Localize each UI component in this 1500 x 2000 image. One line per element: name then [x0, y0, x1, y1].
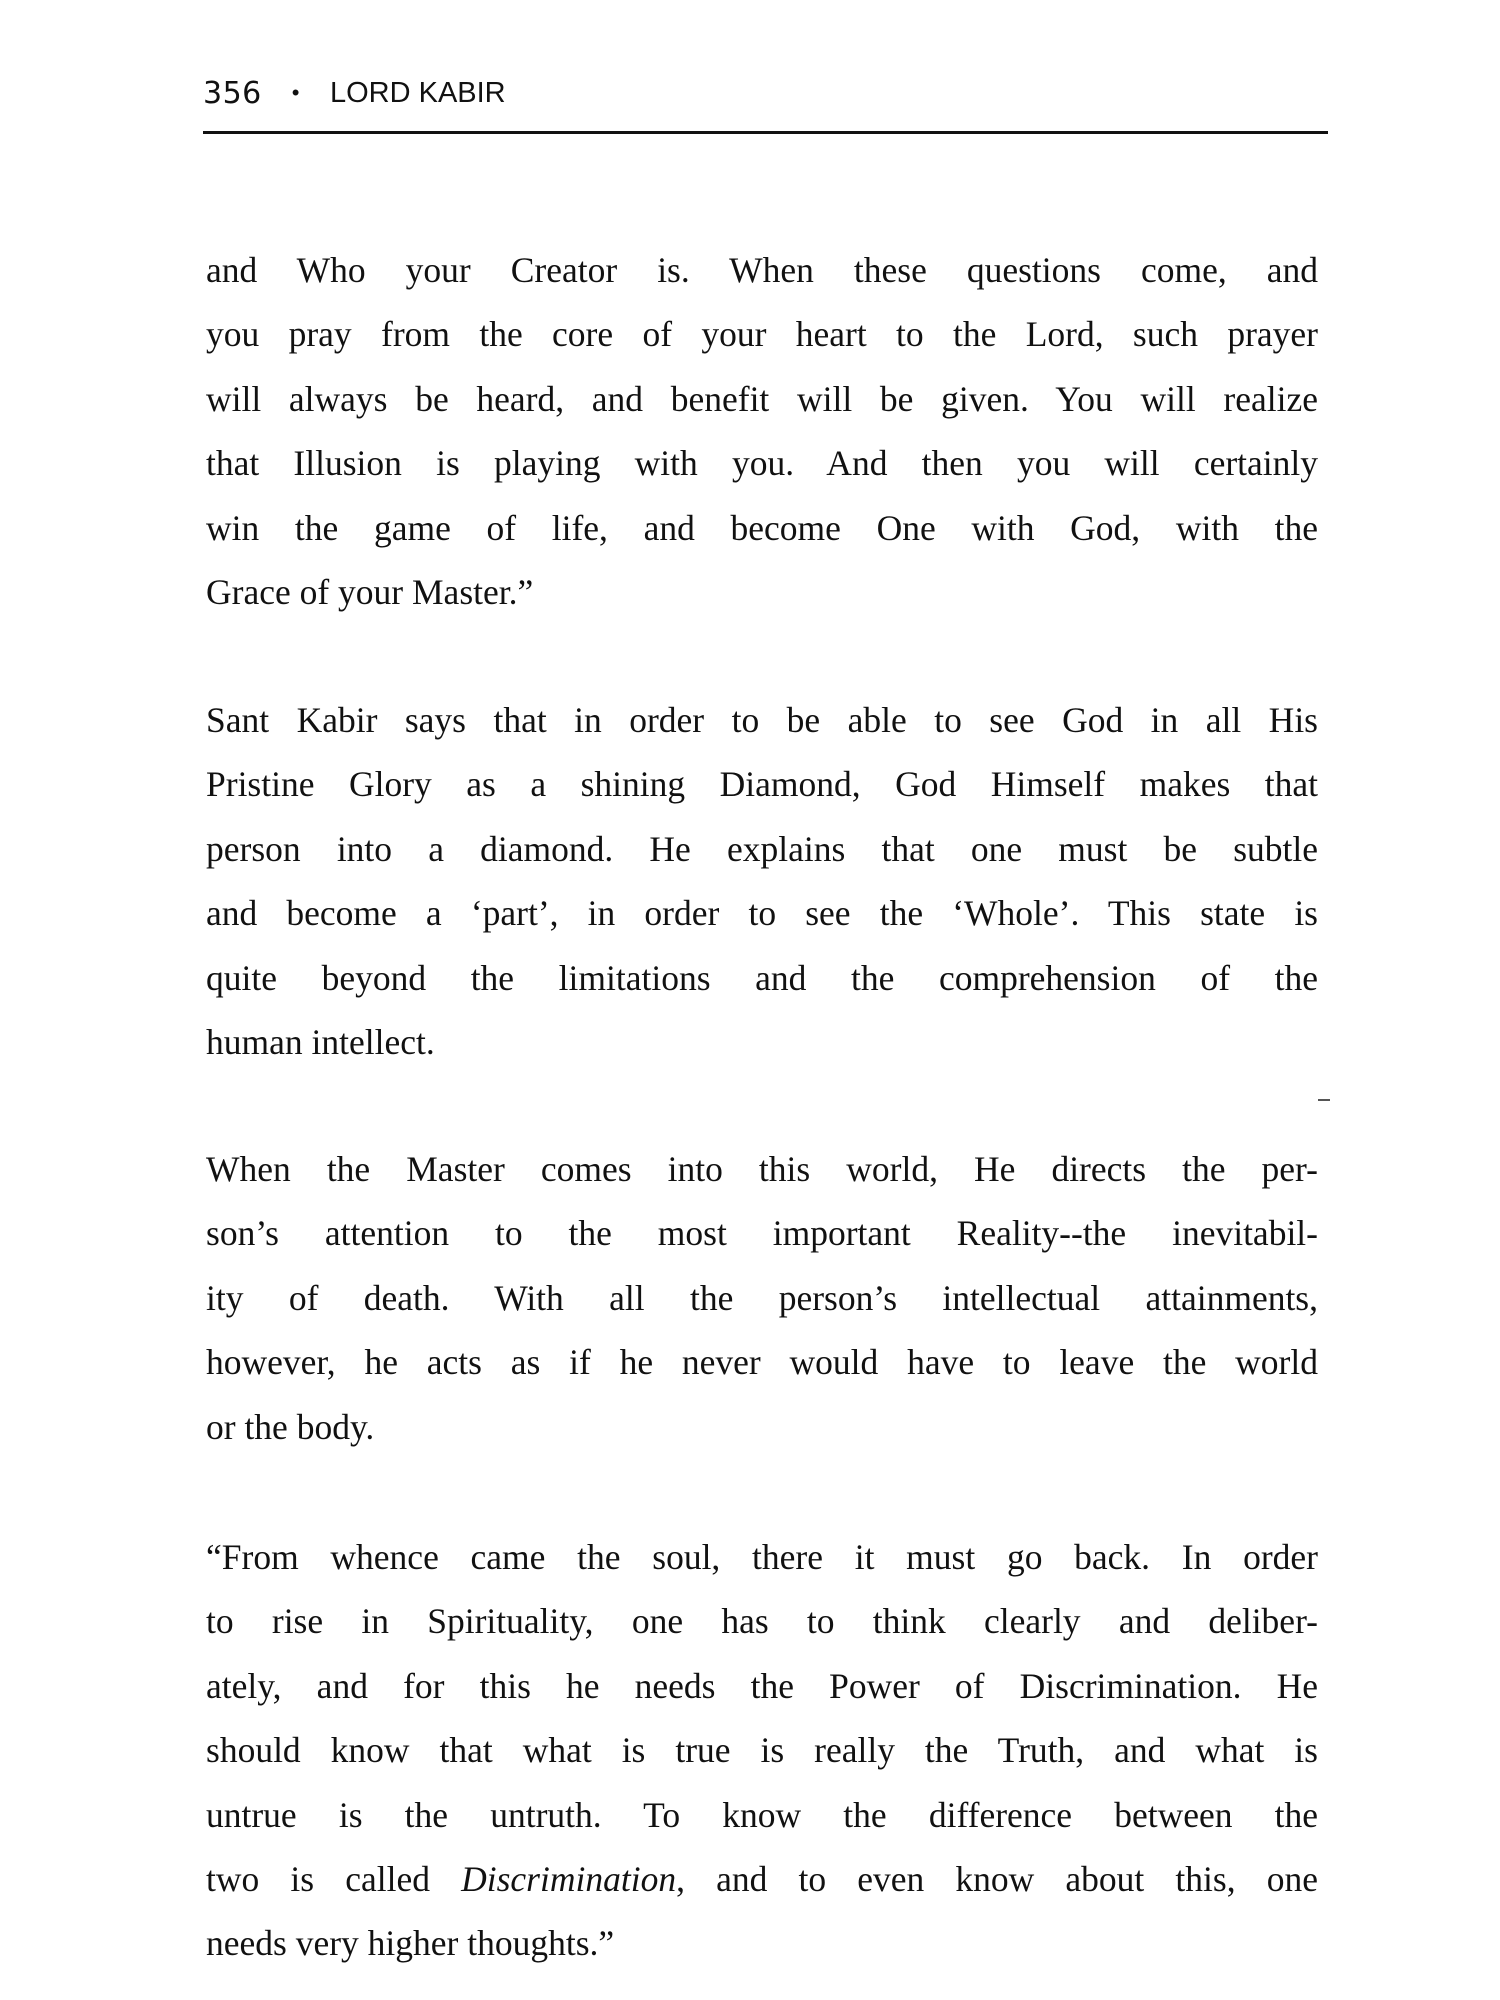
header-rule: [203, 131, 1328, 134]
text-line: needs very higher thoughts.”: [206, 1923, 615, 1964]
text-line: that Illusion is playing with you. And then you will certainly: [206, 443, 1318, 484]
text-line: you pray from the core of your heart to the Lord, such prayer: [206, 314, 1318, 355]
text-line: however, he acts as if he never would have to leave the world: [206, 1342, 1318, 1383]
text-line: and become a ‘part’, in order to see the ‘Whole’. This state is: [206, 893, 1318, 934]
text-run: two is called: [206, 1859, 462, 1900]
text-line: Grace of your Master.”: [206, 572, 534, 613]
running-head: [203, 70, 506, 116]
paragraph-1: [206, 238, 1318, 624]
paragraph-2: [206, 688, 1318, 1074]
page-number: 356: [203, 75, 262, 111]
paragraph-4: [206, 1525, 1318, 1976]
text-line: “From whence came the soul, there it must go back. In order: [206, 1537, 1318, 1577]
text-line: human intellect.: [206, 1022, 435, 1063]
header-separator: •: [291, 80, 300, 105]
text-line: Pristine Glory as a shining Diamond, God Himself makes that: [206, 764, 1318, 805]
text-line: ately, and for this he needs the Power of Discrimination. He: [206, 1665, 1318, 1706]
text-line: ity of death. With all the person’s intellectual attainments,: [206, 1277, 1318, 1318]
emphasis-term: Discrimination: [461, 1859, 677, 1900]
text-line: son’s attention to the most important Reality--the inevitabil-: [206, 1213, 1318, 1254]
text-line: quite beyond the limitations and the comprehension of the: [206, 957, 1318, 998]
text-line: Sant Kabir says that in order to be able to see God in all His: [206, 700, 1318, 740]
text-line: will always be heard, and benefit will be given. You will realize: [206, 378, 1318, 419]
text-line: or the body.: [206, 1406, 375, 1447]
book-title: LORD KABIR: [329, 76, 506, 109]
paragraph-3: [206, 1137, 1318, 1459]
text-line: person into a diamond. He explains that one must be subtle: [206, 828, 1318, 869]
text-line: win the game of life, and become One with God, with the: [206, 507, 1318, 548]
text-line-with-emphasis: [206, 1847, 1318, 1911]
margin-mark: [1318, 1099, 1330, 1101]
text-line: to rise in Spirituality, one has to think clearly and deliber-: [206, 1601, 1318, 1642]
text-line: When the Master comes into this world, He directs the per-: [206, 1149, 1318, 1189]
text-line: untrue is the untruth. To know the difference between the: [206, 1794, 1318, 1835]
text-run: , and to even know about this, one: [676, 1859, 1318, 1900]
text-line: and Who your Creator is. When these questions come, and: [206, 250, 1318, 290]
text-line: should know that what is true is really the Truth, and what is: [206, 1730, 1318, 1771]
